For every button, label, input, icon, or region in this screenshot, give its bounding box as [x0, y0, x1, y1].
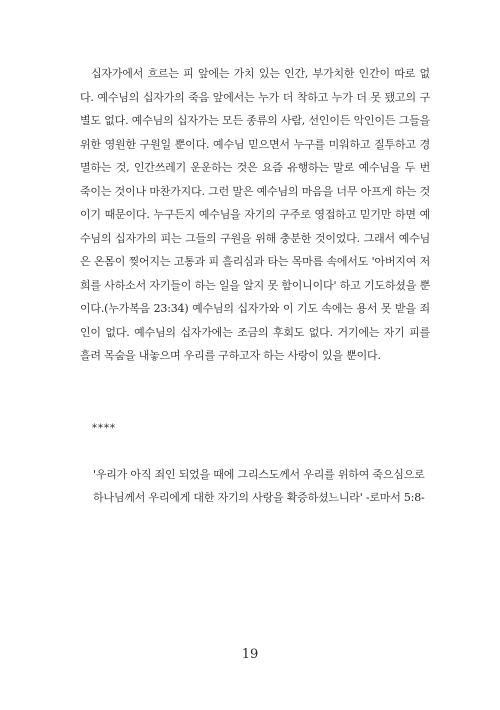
- section-separator: ****: [92, 423, 116, 434]
- main-paragraph: 십자가에서 흐르는 피 앞에는 가치 있는 인간, 부가치한 인간이 따로 없다. 예수님의 십자가의 죽음 앞에서는 누가 더 착하고 누가 더 못 됐고의 구별도 없다. 예수님의 십자가는 모든 종류의 사람, 선인이든 악인이든 그들을 위한 영원한 구원일 뿐이다. 예수님 믿으면서 누구를 미워하고 질투하고 경멸하는 것, 인간쓰레기 운운하는 것은 요즘 유행하는 말로 예수님을 두 번 죽이는 것이나 마찬가지다. 그런 말은 예수님의 마음을 너무 아프게 하는 것이기 때문이다. 누구든지 예수님을 자기의 구주로 영접하고 믿기만 하면 예수님의 십자가의 피는 그들의 구원을 위해 충분한 것이었다. 그래서 예수님은 온몸이 찢어지는 고통과 피 흘리심과 타는 목마름 속에서도 '아버지여 저희를 사하소서 자기들이 하는 일을 알지 못 함이니이다' 하고 기도하셨을 뿐이다.(누가복음 23:34) 예수님의 십자가와 이 기도 속에는 용서 못 받을 죄인이 없다. 예수님의 십자가에는 조금의 후회도 없다. 거기에는 자기 피를 흘려 목숨을 내놓으며 우리를 구하고자 하는 사랑이 있을 뿐이다.: [80, 67, 430, 362]
- bible-verse-quote: '우리가 아직 죄인 되었을 때에 그리스도께서 우리를 위하여 죽으심으로 하나님께서 우리에게 대한 자기의 사랑을 확증하셨느니라' -로마서 5:8-: [93, 468, 425, 504]
- page-number: 19: [241, 647, 259, 662]
